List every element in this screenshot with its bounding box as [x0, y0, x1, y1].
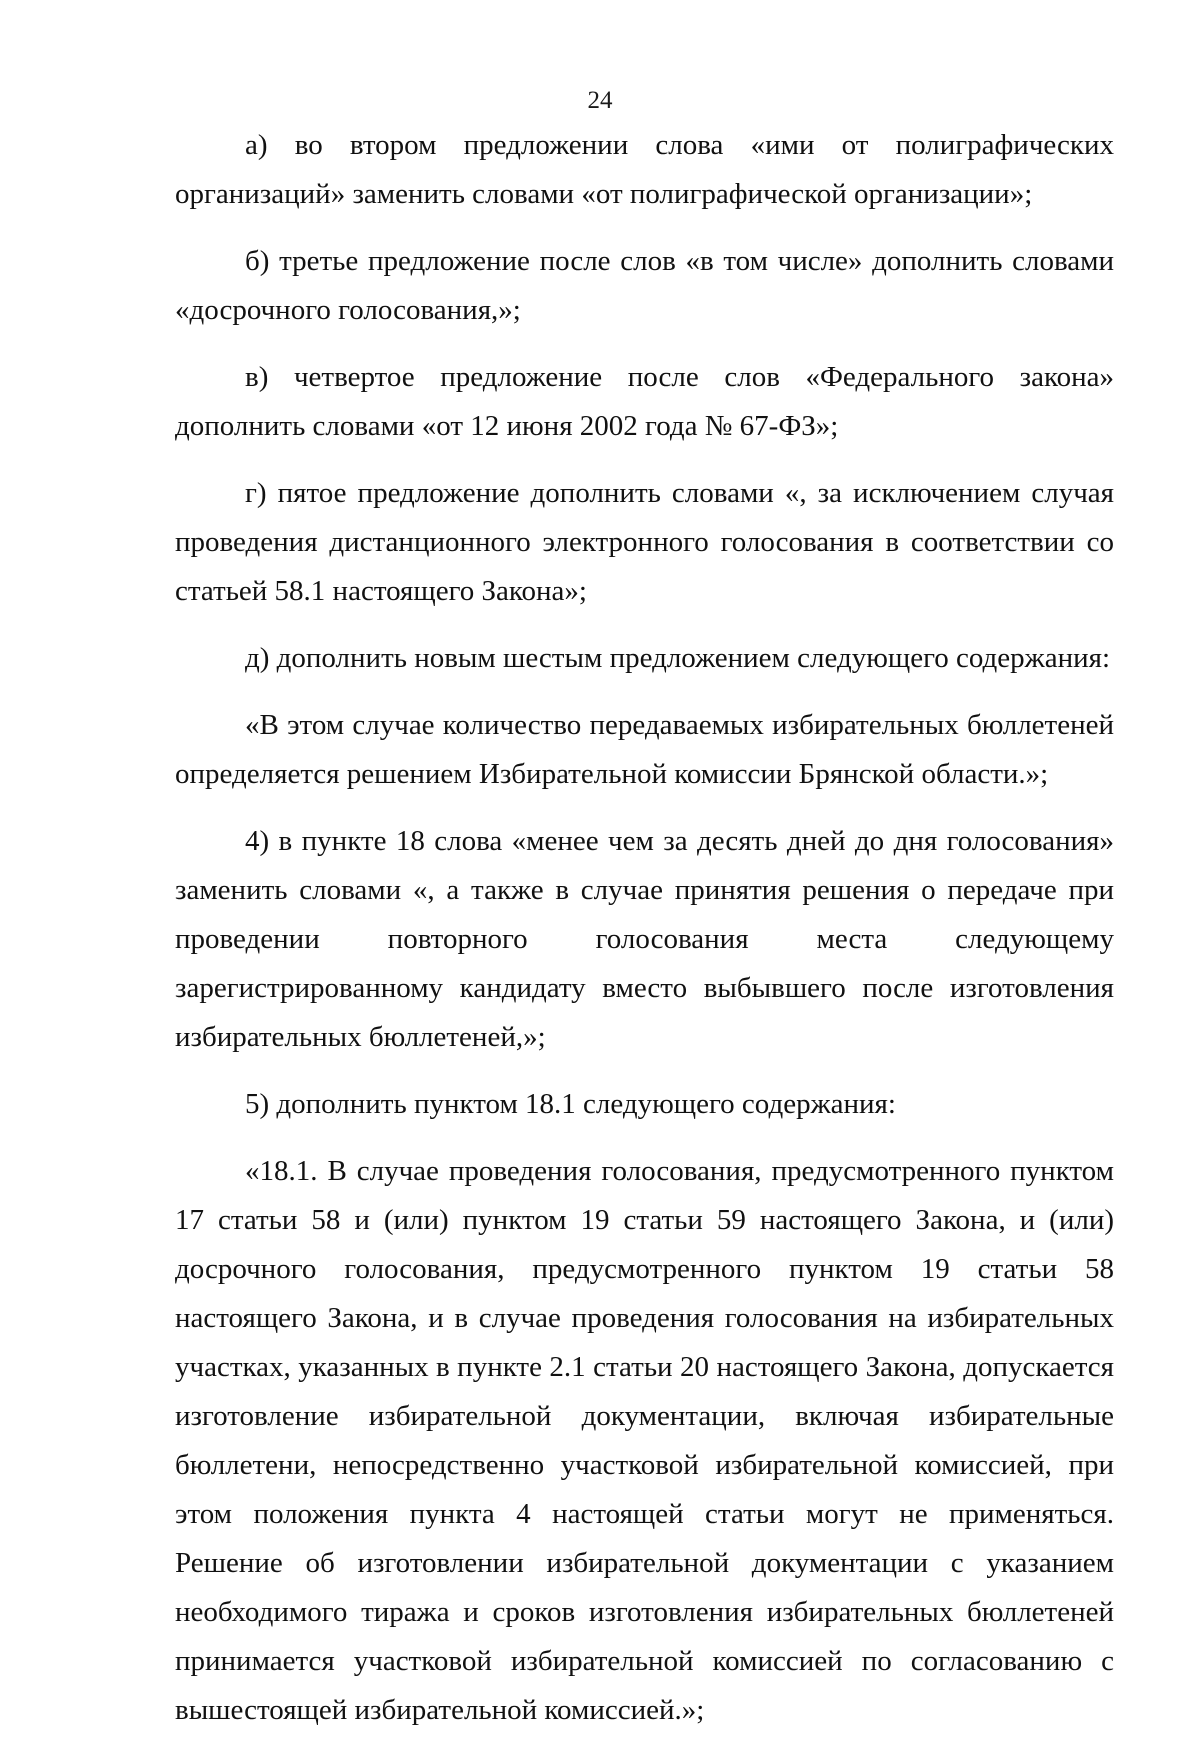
- paragraph-item-a: а) во втором предложении слова «ими от полиграфических организаций» заменить словами «от полиграфической организации»;: [175, 129, 1114, 210]
- paragraph-item-4: 4) в пункте 18 слова «менее чем за десять дней до дня голосования» заменить словами «, а также в случае принятия решения о передаче при проведении повторного голосования места следующему зарегистрированному кандидату вместо выбывшего после изготовления избирательных бюллетеней,»;: [175, 825, 1114, 1053]
- paragraph-item-v: в) четвертое предложение после слов «Федерального закона» дополнить словами «от 12 июня 2002 года № 67-ФЗ»;: [175, 361, 1114, 442]
- paragraph-item-5: 5) дополнить пунктом 18.1 следующего содержания:: [245, 1088, 896, 1120]
- paragraph-item-b: б) третье предложение после слов «в том числе» дополнить словами «досрочного голосования,»;: [175, 245, 1114, 326]
- document-body: [175, 121, 1114, 1749]
- page-number: 24: [587, 87, 613, 114]
- paragraph-quoted-18-1: «18.1. В случае проведения голосования, предусмотренного пунктом 17 статьи 58 и (или) пунктом 19 статьи 59 настоящего Закона, и (или) досрочного голосования, предусмотренного пунктом 19 статьи 58 настоящего Закона, и в случае проведения голосования на избирательных участках, указанных в пункте 2.1 статьи 20 настоящего Закона, допускается изготовление избирательной документации, включая избирательные бюллетени, непосредственно участковой избирательной комиссией, при этом положения пункта 4 настоящей статьи могут не применяться. Решение об изготовлении избирательной документации с указанием необходимого тиража и сроков изготовления избирательных бюллетеней принимается участковой избирательной комиссией по согласованию с вышестоящей избирательной комиссией.»;: [175, 1155, 1114, 1726]
- paragraph-item-d: д) дополнить новым шестым предложением следующего содержания:: [245, 642, 1111, 674]
- paragraph-item-g: г) пятое предложение дополнить словами «, за исключением случая проведения дистанционного электронного голосования в соответствии со статьей 58.1 настоящего Закона»;: [175, 477, 1114, 607]
- paragraph-quoted-sixth-sentence: «В этом случае количество передаваемых избирательных бюллетеней определяется решением Избирательной комиссии Брянской области.»;: [175, 709, 1114, 790]
